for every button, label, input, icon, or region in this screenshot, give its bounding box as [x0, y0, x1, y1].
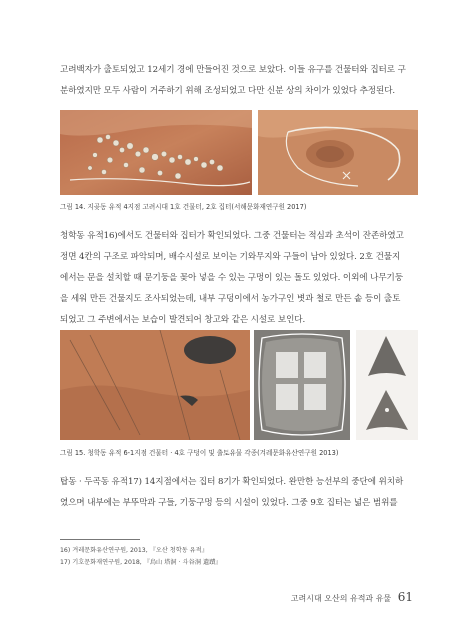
text-line: 분하였지만 모두 사람이 거주하기 위해 조성되었고 다만 신분 상의 차이가 있었다 추정된다. — [60, 86, 396, 96]
paragraph-3 — [60, 472, 420, 514]
figure-15-photo-right — [356, 330, 418, 440]
text-line: 되었고 그 주변에서는 보습이 발견되어 창고와 같은 시설로 보인다. — [60, 315, 306, 325]
paragraph-2 — [60, 226, 420, 331]
running-footer — [291, 590, 413, 604]
figure-14-photo-left — [60, 110, 252, 195]
text-line: 을 세워 만든 건물지도 조사되었는데, 내부 구덩이에서 농가구인 볏과 철로 만든 솥 등이 출토 — [60, 294, 401, 304]
text-line: 정면 4칸의 구조로 파악되며, 배수시설로 보이는 기와무지와 구들이 남아 있었다. 2호 건물지 — [60, 252, 401, 262]
text-line: 였으며 내부에는 부뚜막과 구들, 기둥구멍 등의 시설이 있었다. 그중 9호 집터는 넓은 범위를 — [60, 498, 398, 508]
footnote-divider — [60, 539, 140, 540]
text-line: 청학동 유적16)에서도 건물터와 집터가 확인되었다. 그중 건물터는 적심과 초석이 잔존하였고 — [60, 231, 404, 241]
footnote-17: 17) 기호문화재연구원, 2018, 『烏山 塔洞 · 斗谷洞 遺蹟』 — [60, 559, 222, 566]
text-line: 탑동 · 두곡동 유적17) 14지점에서는 집터 8기가 확인되었다. 완만한 능선부의 중단에 위치하 — [60, 477, 404, 487]
running-title: 고려시대 오산의 유적과 유물 — [290, 594, 392, 603]
text-line: 고려백자가 출토되었고 12세기 경에 만들어진 것으로 보았다. 이들 유구를 건물터와 집터로 구 — [60, 65, 406, 75]
text-line: 에서는 문을 설치할 때 문기둥을 꽂아 넣을 수 있는 구멍이 있는 돌도 있었다. 이외에 나무기둥 — [60, 273, 403, 283]
page-number: 61 — [397, 590, 413, 604]
figure-14-photo-right — [258, 110, 418, 195]
figure-14-caption: 그림 14. 지곶동 유적 4지점 고려시대 1호 건물터, 2호 집터(서해문화재연구원 2017) — [60, 203, 307, 211]
figure-15-caption: 그림 15. 청학동 유적 6-1지점 건물터 · 4호 구덩이 및 출토유물 각종(겨레문화유산연구원 2013) — [60, 449, 339, 457]
figure-15-photo-middle — [254, 330, 350, 440]
paragraph-1 — [60, 60, 420, 102]
footnote-16: 16) 겨레문화유산연구원, 2013, 『오산 청학동 유적』 — [60, 547, 208, 554]
figure-15-photo-left — [60, 330, 250, 440]
